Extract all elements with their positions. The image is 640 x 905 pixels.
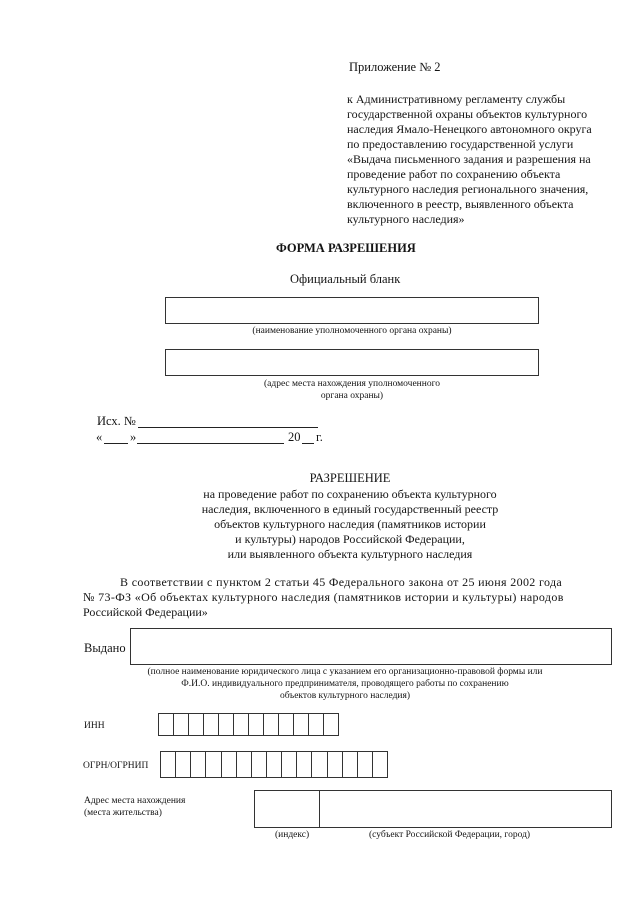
- appendix-line: включенного в реестр, выявленного объекта: [347, 197, 574, 211]
- year-suffix: г.: [316, 430, 323, 444]
- address-label-line: (места жительства): [84, 808, 162, 818]
- date-year-field[interactable]: [302, 443, 314, 444]
- appendix-line: по предоставлению государственной услуги: [347, 137, 574, 151]
- official-blank-label: Официальный бланк: [290, 272, 401, 286]
- digit-cell[interactable]: [174, 714, 189, 735]
- issued-to-field[interactable]: [130, 628, 612, 665]
- digit-cell[interactable]: [161, 752, 176, 777]
- permit-title: РАЗРЕШЕНИЕ: [309, 471, 391, 485]
- authority-address-caption: [165, 378, 539, 402]
- digit-cell[interactable]: [328, 752, 343, 777]
- digit-cell[interactable]: [324, 714, 338, 735]
- issued-to-caption-line: объектов культурного наследия): [279, 691, 411, 701]
- permit-subtitle-line: и культуры) народов Российской Федерации,: [235, 532, 465, 546]
- issued-to-caption: [90, 666, 600, 702]
- digit-cell[interactable]: [294, 714, 309, 735]
- region-city-caption: (субъект Российской Федерации, город): [369, 830, 531, 840]
- date-close-quote: »: [130, 430, 137, 444]
- legal-basis-line: В соответствии с пунктом 2 статьи 45 Федерального закона от 25 июня 2002 года: [120, 575, 563, 589]
- appendix-line: к Административному регламенту службы: [347, 92, 566, 106]
- issued-to-label: Выдано: [84, 641, 126, 655]
- digit-cell[interactable]: [282, 752, 297, 777]
- permit-subtitle-line: наследия, включенного в единый государственный реестр: [201, 502, 499, 516]
- issued-to-caption-line: (полное наименование юридического лица с указанием его организационно-правовой формы или: [147, 667, 543, 677]
- permit-subtitle-line: на проведение работ по сохранению объекта культурного: [203, 487, 497, 501]
- digit-cell[interactable]: [176, 752, 191, 777]
- appendix-line: культурного наследия»: [347, 212, 465, 226]
- appendix-line: наследия Ямало-Ненецкого автономного округа: [347, 122, 592, 136]
- postal-index-caption: (индекс): [275, 830, 310, 840]
- appendix-number: Приложение № 2: [349, 60, 441, 74]
- issued-to-caption-line: Ф.И.О. индивидуального предпринимателя, проводящего работы по сохранению: [181, 679, 509, 689]
- authority-name-caption: (наименование уполномоченного органа охраны): [252, 326, 452, 336]
- permit-subtitle: [100, 487, 600, 562]
- ogrn-label: ОГРН/ОГРНИП: [83, 761, 149, 771]
- appendix-line: проведение работ по сохранению объекта: [347, 167, 561, 181]
- authority-address-caption-line: органа охраны): [320, 391, 384, 401]
- appendix-reference: [347, 92, 592, 227]
- digit-cell[interactable]: [252, 752, 267, 777]
- digit-cell[interactable]: [297, 752, 312, 777]
- digit-cell[interactable]: [312, 752, 327, 777]
- authority-address-caption-line: (адрес места нахождения уполномоченного: [264, 379, 440, 389]
- digit-cell[interactable]: [219, 714, 234, 735]
- digit-cell[interactable]: [309, 714, 324, 735]
- digit-cell[interactable]: [264, 714, 279, 735]
- digit-cell[interactable]: [358, 752, 373, 777]
- authority-name-field[interactable]: [165, 297, 539, 324]
- digit-cell[interactable]: [343, 752, 358, 777]
- appendix-line: культурного наследия регионального значения,: [347, 182, 589, 196]
- digit-cell[interactable]: [159, 714, 174, 735]
- permit-subtitle-line: или выявленного объекта культурного наследия: [227, 547, 473, 561]
- form-title: ФОРМА РАЗРЕШЕНИЯ: [276, 241, 416, 255]
- address-label-line: Адрес места нахождения: [84, 796, 186, 806]
- digit-cell[interactable]: [267, 752, 282, 777]
- address-label: [84, 795, 185, 819]
- ogrn-field[interactable]: [160, 751, 388, 778]
- inn-label: ИНН: [84, 721, 105, 731]
- digit-cell[interactable]: [222, 752, 237, 777]
- year-prefix: 20: [288, 430, 301, 444]
- appendix-line: государственной охраны объектов культурного: [347, 107, 588, 121]
- digit-cell[interactable]: [234, 714, 249, 735]
- legal-basis-line: № 73-ФЗ «Об объектах культурного наследия (памятников истории и культуры) народов: [83, 590, 564, 604]
- digit-cell[interactable]: [279, 714, 294, 735]
- outgoing-number-field[interactable]: [138, 427, 318, 428]
- digit-cell[interactable]: [237, 752, 252, 777]
- date-day-field[interactable]: [104, 443, 128, 444]
- inn-field[interactable]: [158, 713, 339, 736]
- permit-subtitle-line: объектов культурного наследия (памятников истории: [214, 517, 486, 531]
- digit-cell[interactable]: [191, 752, 206, 777]
- outgoing-number-label: Исх. №: [97, 414, 136, 428]
- date-month-field[interactable]: [137, 443, 284, 444]
- appendix-line: «Выдача письменного задания и разрешения на: [347, 152, 591, 166]
- legal-basis-line: Российской Федерации»: [83, 605, 208, 619]
- digit-cell[interactable]: [206, 752, 221, 777]
- date-open-quote: «: [96, 430, 103, 444]
- digit-cell[interactable]: [189, 714, 204, 735]
- authority-address-field[interactable]: [165, 349, 539, 376]
- address-divider: [319, 790, 320, 828]
- digit-cell[interactable]: [373, 752, 387, 777]
- digit-cell[interactable]: [204, 714, 219, 735]
- digit-cell[interactable]: [249, 714, 264, 735]
- address-field[interactable]: [254, 790, 612, 828]
